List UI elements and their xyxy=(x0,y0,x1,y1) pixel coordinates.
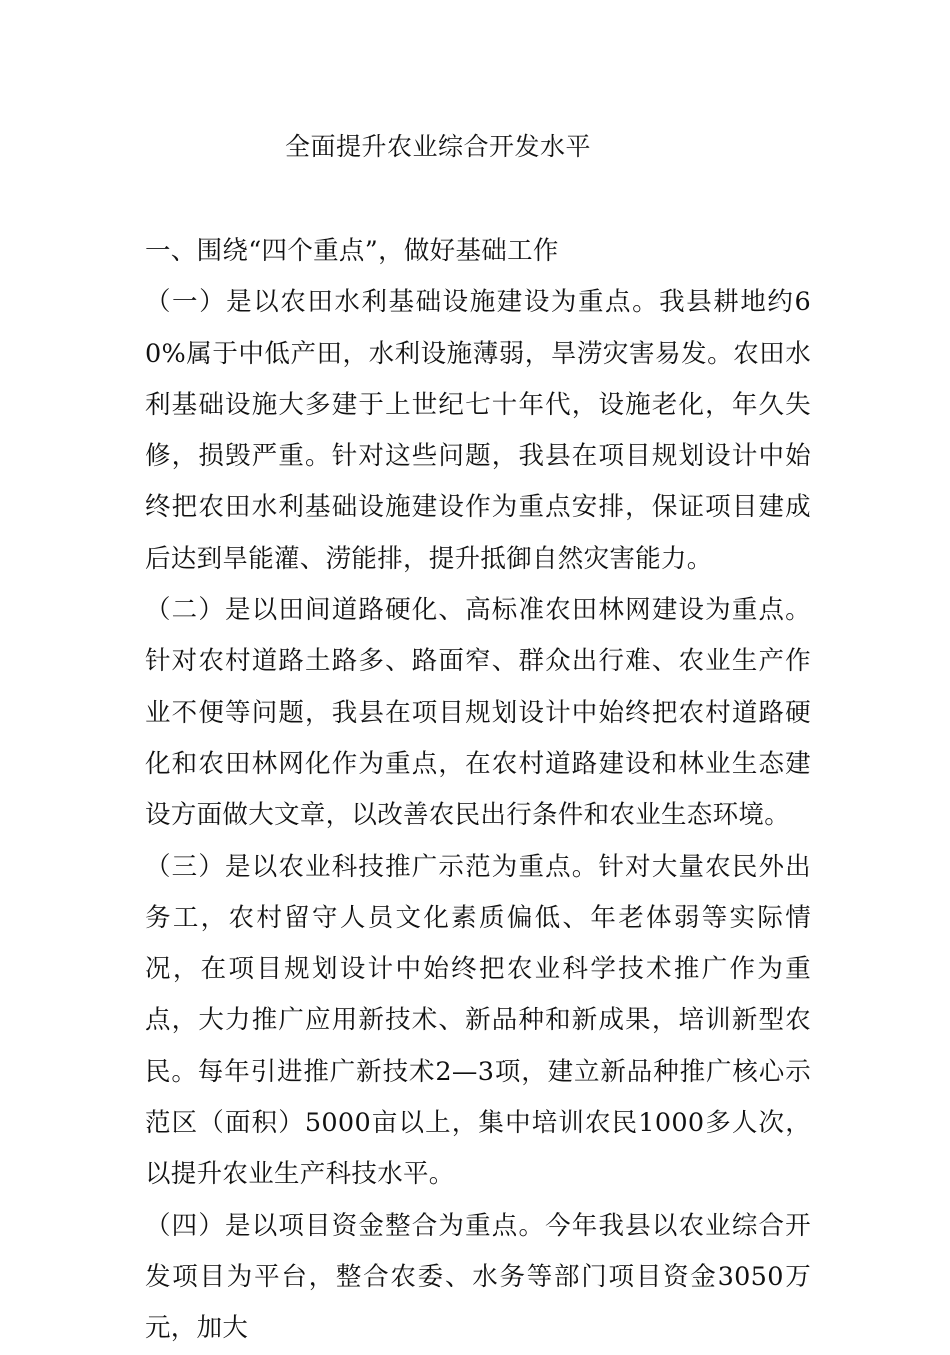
paragraph-1: （一）是以农田水利基础设施建设为重点。我县耕地约60%属于中低产田，水利设施薄弱，旱涝灾害易发。农田水利基础设施大多建于上世纪七十年代，设施老化，年久失修，损毁严重。针对这些问题，我县在项目规划设计中始终把农田水利基础设施建设作为重点安排，保证项目建成后达到旱能灌、涝能排，提升抵御自然灾害能力。 xyxy=(145,287,811,574)
document-title: 全面提升农业综合开发水平 xyxy=(284,132,591,161)
paragraph-3: （三）是以农业科技推广示范为重点。针对大量农民外出务工，农村留守人员文化素质偏低、年老体弱等实际情况，在项目规划设计中始终把农业科学技术推广作为重点，大力推广应用新技术、新品种和新成果，培训新型农民。每年引进推广新技术2—3项，建立新品种推广核心示范区（面积）5000亩以上，集中培训农民1000多人次，以提升农业生产科技水平。 xyxy=(145,851,811,1190)
section-heading: 一、围绕“四个重点”，做好基础工作 xyxy=(145,236,559,266)
paragraph-4: （四）是以项目资金整合为重点。今年我县以农业综合开发项目为平台，整合农委、水务等部门项目资金3050万元，加大 xyxy=(145,1210,811,1344)
document-body xyxy=(145,226,811,1355)
paragraph-2: （二）是以田间道路硬化、高标准农田林网建设为重点。针对农村道路土路多、路面窄、群众出行难、农业生产作业不便等问题，我县在项目规划设计中始终把农村道路硬化和农田林网化作为重点，在农村道路建设和林业生态建设方面做大文章，以改善农民出行条件和农业生态环境。 xyxy=(145,595,811,831)
